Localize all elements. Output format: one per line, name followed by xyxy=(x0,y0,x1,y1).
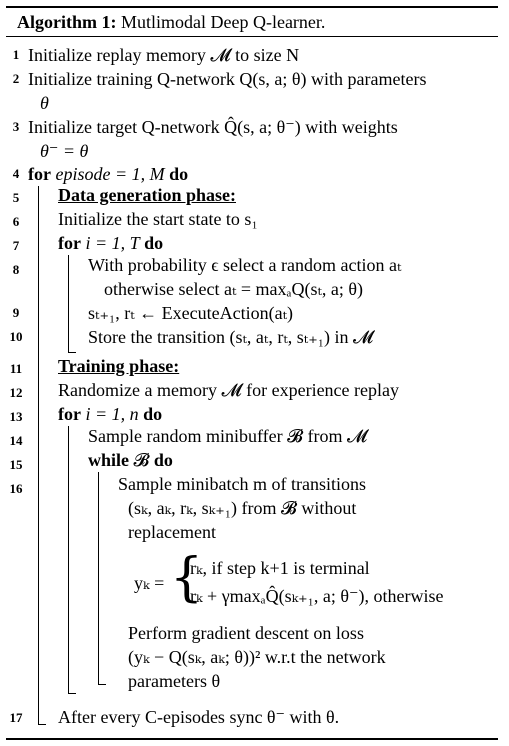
data-generation-heading: Data generation phase: xyxy=(58,185,236,205)
line-number: 12 xyxy=(9,385,23,400)
line-17-text: After every C-episodes sync θ⁻ with θ. xyxy=(58,707,340,727)
training-heading: Training phase: xyxy=(58,356,180,376)
line-number: 14 xyxy=(9,433,23,448)
gradient-cont-1: (yₖ − Q(sₖ, aₖ; θ))² w.r.t the network xyxy=(128,647,386,667)
line-3-text: Initialize target Q-network Q̂(s, a; θ⁻) with weights xyxy=(28,117,398,137)
line-16-text: Sample minibatch m of transitions xyxy=(118,474,366,494)
line-number: 3 xyxy=(12,119,20,134)
keyword-do: do xyxy=(169,164,189,184)
keyword-for: for xyxy=(58,404,81,424)
line-number: 7 xyxy=(12,238,20,253)
equation-case-1: rₖ, if step k+1 is terminal xyxy=(190,558,370,578)
while-bar-end xyxy=(98,684,106,685)
line-8-text: With probability ϵ select a random action aₜ xyxy=(88,255,402,275)
line-9-text: sₜ₊₁, rₜ ← ExecuteAction(aₜ) xyxy=(88,303,294,323)
equation-case-2: rₖ + γmaxₐQ̂(sₖ₊₁, a; θ⁻), otherwise xyxy=(190,586,444,606)
line-6-text: Initialize the start state to s₁ xyxy=(58,209,258,229)
line-14-text: Sample random minibuffer 𝓑 from 𝓜 xyxy=(88,426,368,446)
line-number: 1 xyxy=(12,47,20,62)
gradient-cont-2: parameters θ xyxy=(128,671,221,691)
keyword-for: for xyxy=(58,233,81,253)
line-number: 11 xyxy=(9,361,23,376)
for-i-T-bar-end xyxy=(68,352,76,353)
keyword-for: for xyxy=(28,164,51,184)
line-number: 4 xyxy=(12,166,20,181)
keyword-do: do xyxy=(153,450,173,470)
loop-range: i = 1, n xyxy=(85,404,139,424)
for-i-n-bar-end xyxy=(68,693,76,694)
line-16-cont-1: (sₖ, aₖ, rₖ, sₖ₊₁) from 𝓑 without xyxy=(128,498,357,518)
line-number: 8 xyxy=(12,262,20,277)
algorithm-label: Algorithm 1: xyxy=(17,12,117,32)
algorithm-title xyxy=(17,11,325,33)
line-number: 13 xyxy=(9,409,23,424)
while-bar xyxy=(98,472,99,684)
line-16-cont-2: replacement xyxy=(128,522,216,542)
line-1-text: Initialize replay memory 𝓜 to size N xyxy=(28,45,300,65)
line-number: 5 xyxy=(12,190,20,205)
line-number: 16 xyxy=(9,481,23,496)
line-number: 15 xyxy=(9,457,23,472)
brace-icon: { xyxy=(170,548,204,608)
keyword-do: do xyxy=(143,404,163,424)
line-13-text xyxy=(58,403,162,425)
keyword-while: while xyxy=(88,450,130,470)
for-i-n-bar xyxy=(68,426,69,693)
for-episode-bar-end xyxy=(38,724,46,725)
loop-range: episode = 1, M xyxy=(55,164,165,184)
line-number: 6 xyxy=(12,214,20,229)
while-condition: 𝓑 xyxy=(133,450,150,470)
line-number: 10 xyxy=(9,329,23,344)
keyword-do: do xyxy=(144,233,164,253)
line-8-cont: otherwise select aₜ = maxₐQ(sₜ, a; θ) xyxy=(104,279,363,299)
line-2-cont: θ xyxy=(40,93,49,113)
line-2-text: Initialize training Q-network Q(s, a; θ) with parameters xyxy=(28,69,427,89)
title-rule xyxy=(6,36,498,37)
bottom-rule xyxy=(6,738,498,740)
equation-lhs: yₖ = xyxy=(134,573,165,593)
line-number: 2 xyxy=(12,71,20,86)
line-3-cont: θ⁻ = θ xyxy=(40,141,89,161)
loop-range: i = 1, T xyxy=(85,233,140,253)
for-episode-bar xyxy=(38,186,39,724)
for-i-T-bar xyxy=(68,255,69,352)
line-number: 9 xyxy=(12,305,20,320)
line-number: 17 xyxy=(9,710,23,725)
line-12-text: Randomize a memory 𝓜 for experience replay xyxy=(58,380,400,400)
line-10-text: Store the transition (sₜ, aₜ, rₜ, sₜ₊₁) in 𝓜 xyxy=(88,327,374,347)
line-7-text xyxy=(58,232,163,254)
line-15-text xyxy=(88,449,173,471)
top-rule xyxy=(6,6,498,8)
algorithm-name: Mutlimodal Deep Q-learner. xyxy=(120,12,326,32)
gradient-text: Perform gradient descent on loss xyxy=(128,623,364,643)
line-4-text xyxy=(28,163,188,185)
